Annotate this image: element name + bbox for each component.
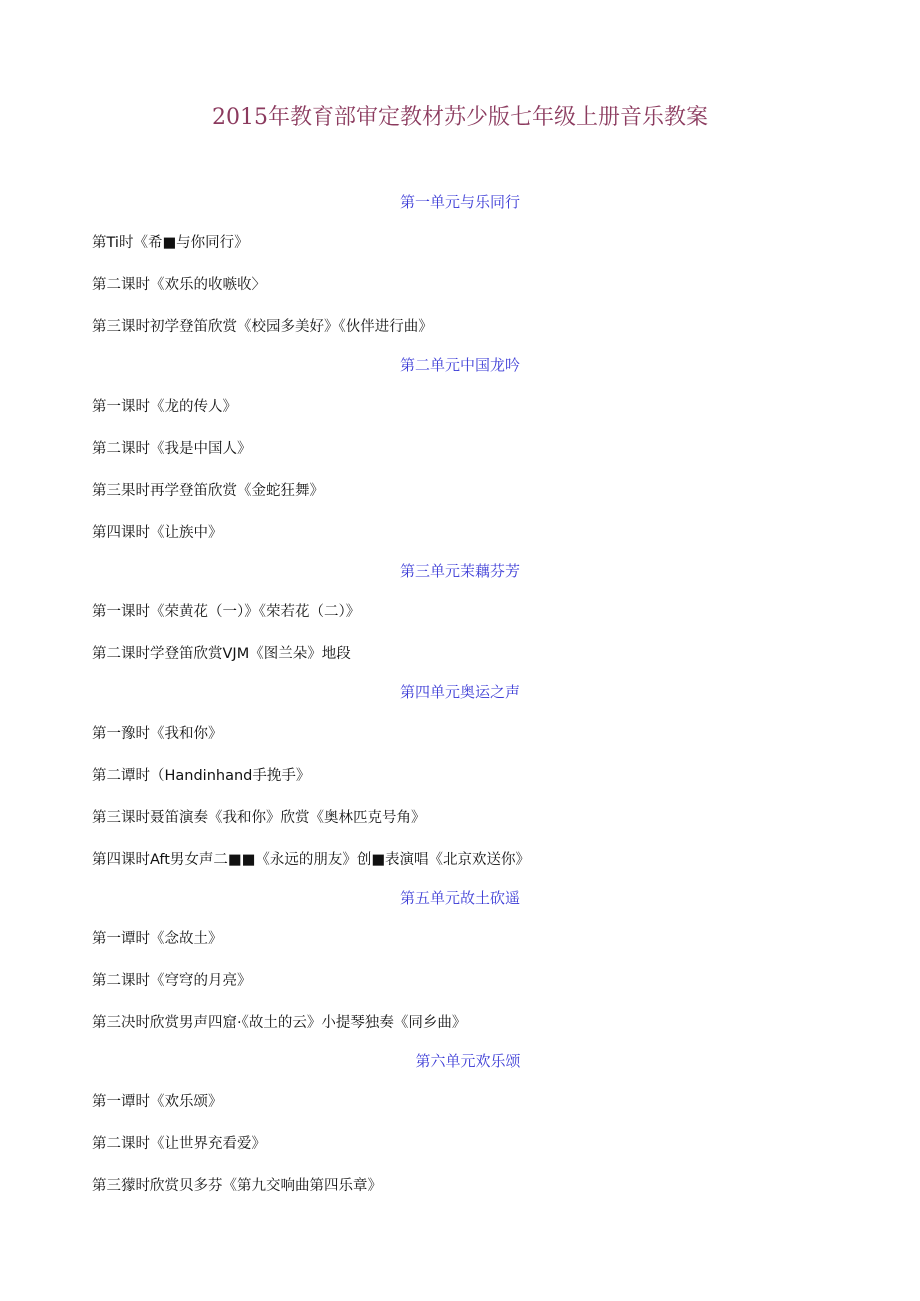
lesson-4-1: 第一豫时《我和你》 [92,726,223,742]
unit-heading-4: 第四单元奥运之声 [399,683,520,701]
lesson-4-2: 第二谭时（Handinhand手挽手》 [92,768,311,784]
lesson-6-1: 第一谭时《欢乐颂》 [92,1094,223,1110]
lesson-4-4: 第四课时Aft男女声二■■《永远的朋友》创■表演唱《北京欢送你》 [92,852,531,868]
unit-heading-3: 第三单元茉藕芬芳 [399,562,520,580]
lesson-1-1: 第Ti时《希■与你同行》 [92,235,249,251]
unit-heading-1: 第一单元与乐同行 [399,193,520,211]
lesson-6-3: 第三獴时欣赏贝多芬《第九交响曲第四乐章》 [92,1178,382,1194]
unit-heading-5: 第五单元故土砍遥 [399,889,520,907]
lesson-2-2: 第二课时《我是中国人》 [92,441,252,457]
unit-heading-2: 第二单元中国龙吟 [399,356,520,374]
unit-heading-6: 第六单元欢乐颂 [415,1052,521,1070]
lesson-2-1: 第一课时《龙的传人》 [92,399,237,415]
lesson-1-2: 第二课时《欢乐的收嗾收〉 [92,277,266,293]
lesson-1-3: 第三课时初学登笛欣赏《校园多美好》《伙伴进行曲》 [92,319,433,335]
lesson-5-1: 第一谭时《念故土》 [92,931,223,947]
lesson-3-1: 第一课时《荣黄花（一）》《荣若花（二）》 [92,604,361,620]
document-title: 2015年教育部审定教材苏少版七年级上册音乐教案 [212,105,708,130]
lesson-2-4: 第四课时《让族中》 [92,525,223,541]
lesson-2-3: 第三果时再学登笛欣赏《金蛇狂舞》 [92,483,324,499]
lesson-5-3: 第三决时欣赏男声四窟·《故土的云》小提琴独奏《同乡曲》 [92,1015,467,1031]
lesson-6-2: 第二课时《让世界充看爱》 [92,1136,266,1152]
lesson-4-3: 第三课时聂笛演奏《我和你》欣赏《奥林匹克号角》 [92,810,426,826]
lesson-3-2: 第二课时学登笛欣赏VJM《图兰朵》地段 [92,646,351,662]
lesson-5-2: 第二课时《穹穹的月亮》 [92,973,252,989]
